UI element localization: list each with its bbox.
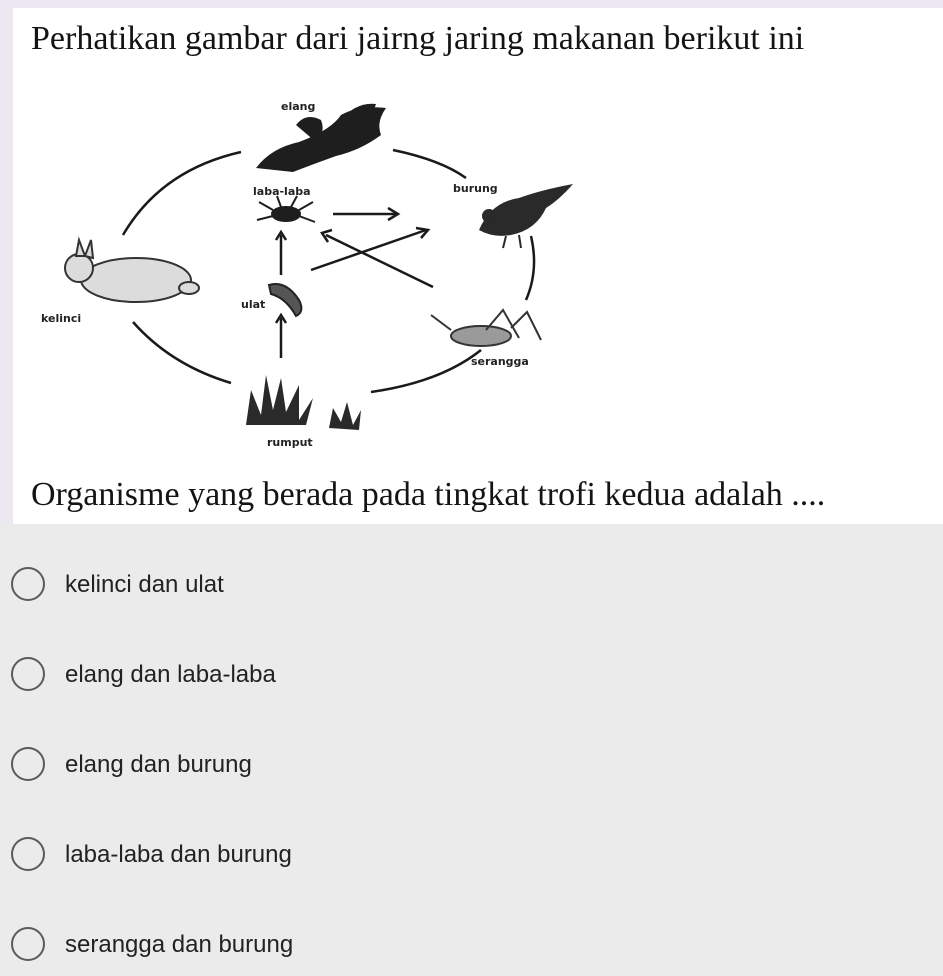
question-card	[13, 8, 943, 524]
question-prompt: Organisme yang berada pada tingkat trofi kedua adalah ....	[31, 476, 826, 513]
option-label: kelinci dan ulat	[65, 571, 224, 598]
curve-kelinci-rumput	[133, 322, 231, 383]
label-rumput: rumput	[267, 436, 313, 449]
option-label: serangga dan burung	[65, 931, 294, 958]
curve-elang-burung	[393, 150, 466, 178]
spider-icon	[257, 196, 315, 222]
radio-button[interactable]	[11, 747, 45, 781]
label-serangga: serangga	[471, 355, 529, 368]
top-border	[0, 0, 943, 8]
option-elang-dan-burung[interactable]	[0, 747, 943, 837]
label-ulat: ulat	[241, 298, 266, 311]
option-laba-laba-dan-burung[interactable]	[0, 837, 943, 927]
food-web-diagram	[41, 90, 581, 460]
arrow-serangga-laba-2	[326, 235, 433, 287]
eagle-icon	[256, 104, 386, 172]
label-elang: elang	[281, 100, 316, 113]
grass-icon	[246, 375, 361, 430]
option-label: elang dan burung	[65, 751, 252, 778]
curve-burung-serangga	[526, 236, 534, 300]
rabbit-icon	[65, 240, 199, 302]
curve-elang-kelinci	[123, 152, 241, 235]
label-burung: burung	[453, 182, 498, 195]
caterpillar-icon	[269, 284, 301, 316]
radio-button[interactable]	[11, 927, 45, 961]
food-web-arrows	[276, 208, 433, 358]
radio-button[interactable]	[11, 567, 45, 601]
option-serangga-dan-burung[interactable]	[0, 927, 943, 976]
question-title: Perhatikan gambar dari jairng jaring makanan berikut ini	[31, 20, 805, 57]
option-label: laba-laba dan burung	[65, 841, 292, 868]
radio-button[interactable]	[11, 657, 45, 691]
option-elang-dan-laba-laba[interactable]	[0, 657, 943, 747]
grasshopper-icon	[431, 310, 541, 346]
radio-button[interactable]	[11, 837, 45, 871]
curve-rumput-serangga	[371, 350, 481, 392]
label-laba-laba: laba-laba	[253, 185, 311, 198]
label-kelinci: kelinci	[41, 312, 82, 325]
option-label: elang dan laba-laba	[65, 661, 276, 688]
left-border	[0, 0, 13, 524]
option-kelinci-dan-ulat[interactable]	[0, 567, 943, 657]
